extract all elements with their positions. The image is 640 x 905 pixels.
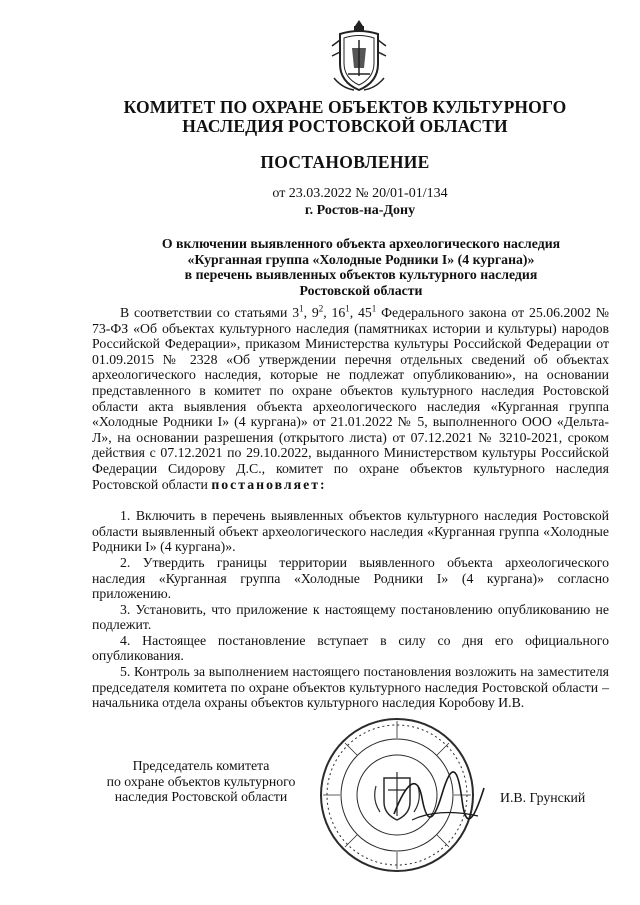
preamble-text: , 16 bbox=[323, 305, 346, 320]
item-1: 1. Включить в перечень выявленных объектов культурного наследия Ростовской области выявленный объект археологического наследия «Курганная группа «Холодные Родники I» (4 кургана)». bbox=[92, 508, 609, 555]
rostov-coat-of-arms-icon bbox=[330, 18, 388, 94]
preamble-paragraph bbox=[92, 305, 609, 492]
item-4: 4. Настоящее постановление вступает в силу со дня его официального опубликования. bbox=[92, 632, 609, 664]
signatory-name: И.В. Грунский bbox=[500, 790, 586, 805]
subject-line2: «Курганная группа «Холодные Родники I» (4 кургана)» bbox=[187, 251, 535, 267]
subject-line4: Ростовской области bbox=[299, 282, 423, 298]
signatory-title-line3: наследия Ростовской области bbox=[114, 789, 288, 805]
preamble-text: , 9 bbox=[303, 305, 319, 320]
document-date-number: от 23.03.2022 № 20/01-01/134 bbox=[272, 186, 448, 201]
preamble-text: В соответствии со статьями 3 bbox=[120, 305, 300, 320]
organization-name-line1: КОМИТЕТ ПО ОХРАНЕ ОБЪЕКТОВ КУЛЬТУРНОГО bbox=[123, 97, 567, 117]
article-superscript: 1 bbox=[299, 303, 304, 314]
document-subject bbox=[120, 236, 602, 298]
document-body bbox=[92, 305, 609, 711]
organization-name bbox=[60, 98, 630, 136]
decree-word: постановляет: bbox=[211, 476, 327, 492]
organization-name-line2: НАСЛЕДИЯ РОСТОВСКОЙ ОБЛАСТИ bbox=[182, 116, 508, 136]
item-5: 5. Контроль за выполнением настоящего постановления возложить на заместителя председателя комитета по охране объектов культурного наследия Ростовской области – начальника отдела охраны объектов культурного наследия Коробову И.В. bbox=[92, 664, 609, 711]
signatory-title-line2: по охране объектов культурного bbox=[106, 773, 296, 789]
article-superscript: 2 bbox=[318, 303, 324, 314]
subject-line3: в перечень выявленных объектов культурного наследия bbox=[184, 267, 538, 282]
item-2: 2. Утвердить границы территории выявленного объекта археологического наследия «Курганная группа «Холодные Родники I» (4 кургана)» согласно приложению. bbox=[92, 554, 609, 602]
item-3: 3. Установить, что приложение к настоящему постановлению опубликованию не подлежит. bbox=[92, 601, 609, 633]
document-city: г. Ростов-на-Дону bbox=[304, 203, 416, 218]
subject-line1: О включении выявленного объекта археологического наследия bbox=[161, 236, 561, 251]
signatory-title-line1: Председатель комитета bbox=[132, 758, 270, 773]
signatory-title bbox=[88, 758, 314, 805]
handwritten-signature-icon bbox=[388, 758, 488, 838]
preamble-text: Федерального закона от 25.06.2002 № 73-ФЗ «Об объектах культурного наследия (памятниках истории и культуры) народов Российской Федерации», приказом Министерства культуры Российской Федерации от 01.09.2015 № 2328 «Об утверждении перечня отдельных сведений об объектах археологического наследия, которые не подлежат опубликованию», на основании представленного в комитет по охране объектов культурного наследия Ростовской области акта выявления объекта археологического наследия «Курганная группа «Холодные Родники I» (4 кургана)» от 21.01.2022 № 5, выполненного ООО «Дельта-Л», на основании разрешения (открытого листа) от 07.12.2021 № 3210-2021, сроком действия с 07.12.2021 по 29.10.2022, выданного Министерством культуры Российской Федерации Сидорову Д.С., комитет по охране объектов культурного наследия Ростовской области bbox=[92, 305, 609, 492]
article-superscript: 1 bbox=[345, 303, 350, 314]
article-superscript: 1 bbox=[371, 303, 377, 314]
document-type: ПОСТАНОВЛЕНИЕ bbox=[260, 152, 430, 172]
preamble-text: , 45 bbox=[349, 305, 372, 320]
